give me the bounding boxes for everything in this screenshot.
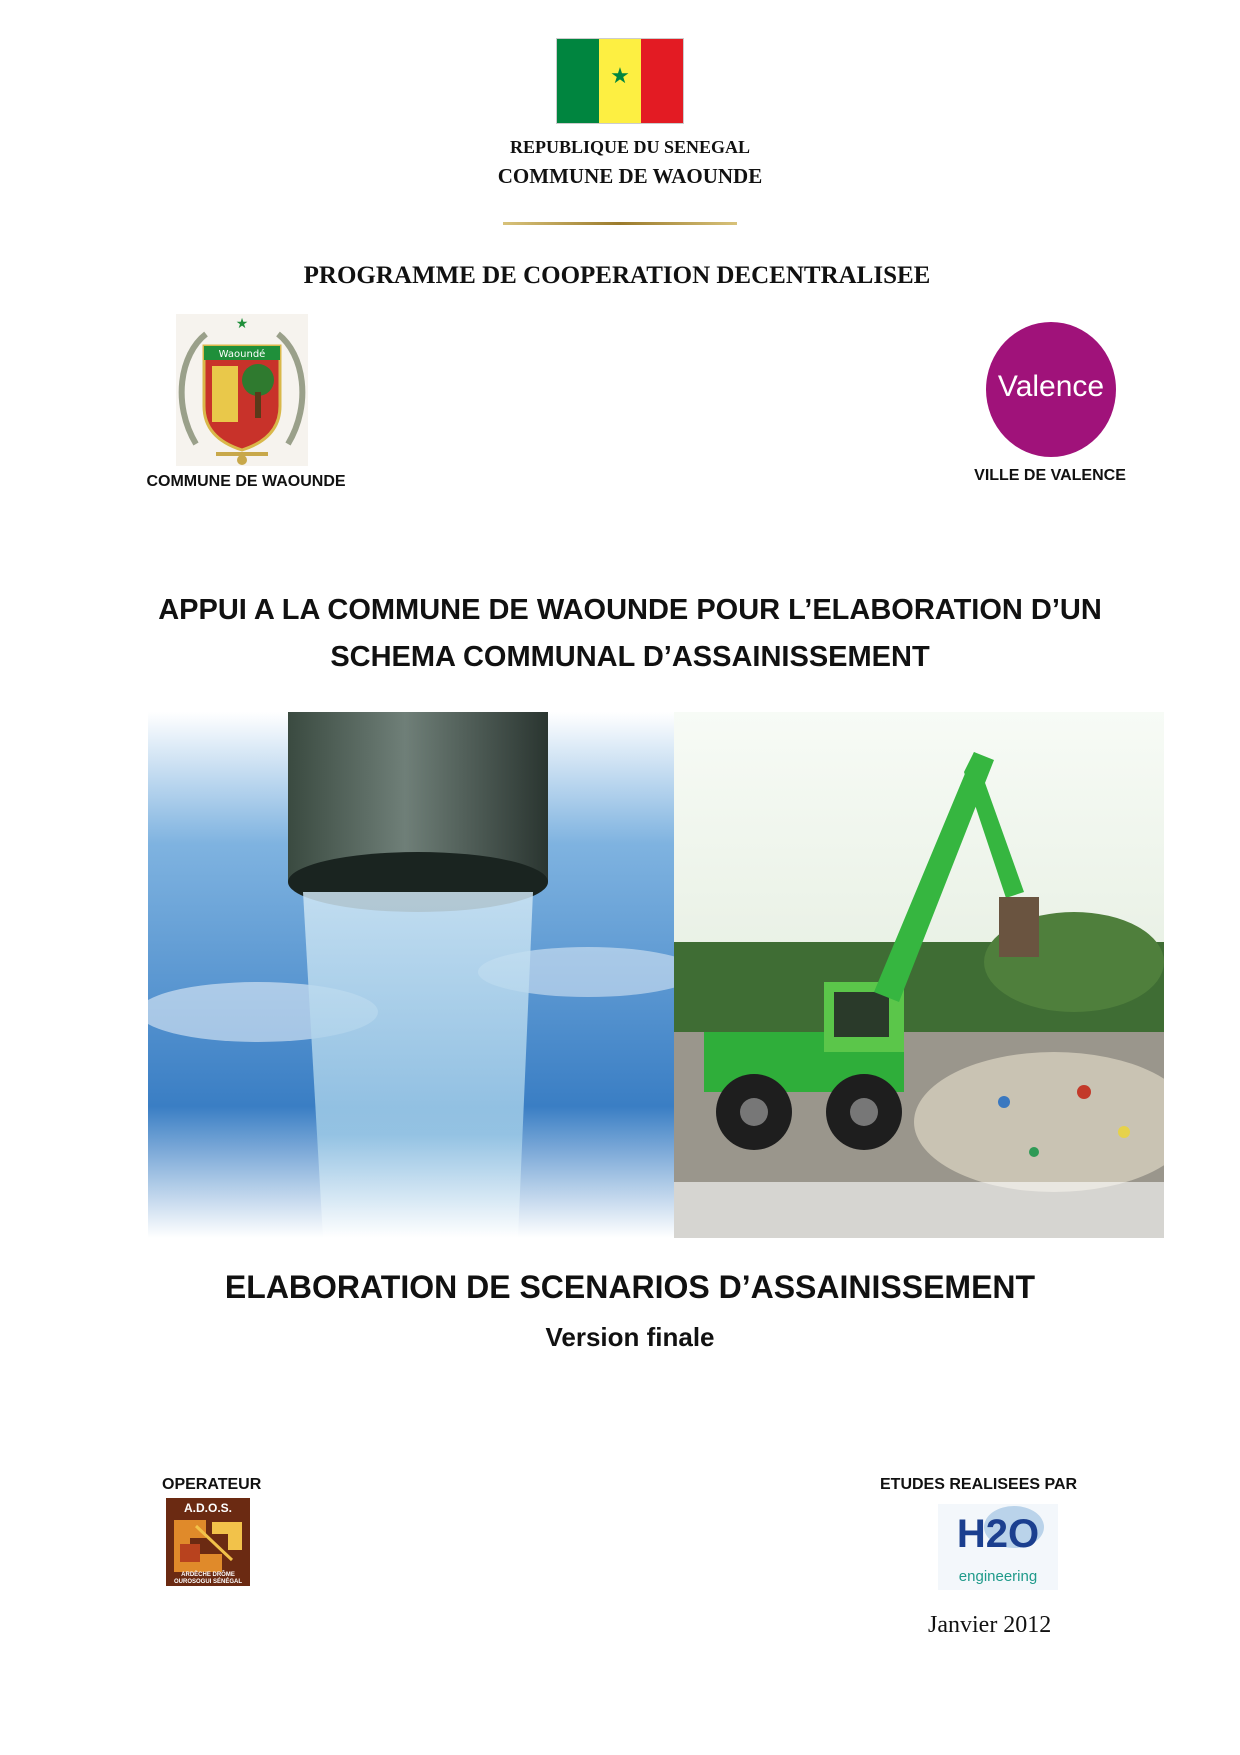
star-icon: ★: [610, 63, 630, 88]
commune-name: COMMUNE DE WAOUNDE: [497, 164, 763, 188]
operator-label: OPERATEUR: [162, 1476, 262, 1493]
waounde-emblem: [176, 314, 308, 466]
main-title-line1: APPUI A LA COMMUNE DE WAOUNDE POUR L’ELABORATION D’UN: [158, 594, 1102, 626]
valence-logo-text: Valence: [997, 370, 1105, 403]
ados-logo-title: A.D.O.S.: [183, 1501, 232, 1515]
h2o-logo-sub: engineering: [958, 1568, 1038, 1585]
studies-label: ETUDES REALISEES PAR: [880, 1476, 1078, 1493]
ados-logo-sub: ARDÈCHE DRÔME OUROSOGUI SÉNÉGAL: [173, 1572, 242, 1585]
waounde-caption: COMMUNE DE WAOUNDE: [146, 473, 346, 490]
senegal-flag: [556, 38, 684, 124]
valence-caption: VILLE DE VALENCE: [974, 467, 1126, 484]
report-date: Janvier 2012: [928, 1612, 1052, 1638]
country-name: REPUBLIQUE DU SENEGAL: [509, 137, 751, 157]
valence-logo: [986, 322, 1116, 457]
programme-title: PROGRAMME DE COOPERATION DECENTRALISEE: [303, 262, 931, 289]
report-version: Version finale: [545, 1322, 715, 1352]
emblem-text: Waoundé: [218, 349, 266, 360]
gold-divider: [503, 222, 737, 225]
excavator-landfill-image: [674, 712, 1164, 1238]
report-title: ELABORATION DE SCENARIOS D’ASSAINISSEMENT: [224, 1269, 1036, 1305]
main-title-line2: SCHEMA COMMUNAL D’ASSAINISSEMENT: [330, 641, 930, 673]
water-pipe-image: [148, 712, 674, 1238]
h2o-logo-text: H2O: [956, 1512, 1040, 1556]
svg-text:★: ★: [235, 316, 249, 332]
ados-logo: [166, 1498, 250, 1586]
h2o-logo: [938, 1504, 1058, 1590]
